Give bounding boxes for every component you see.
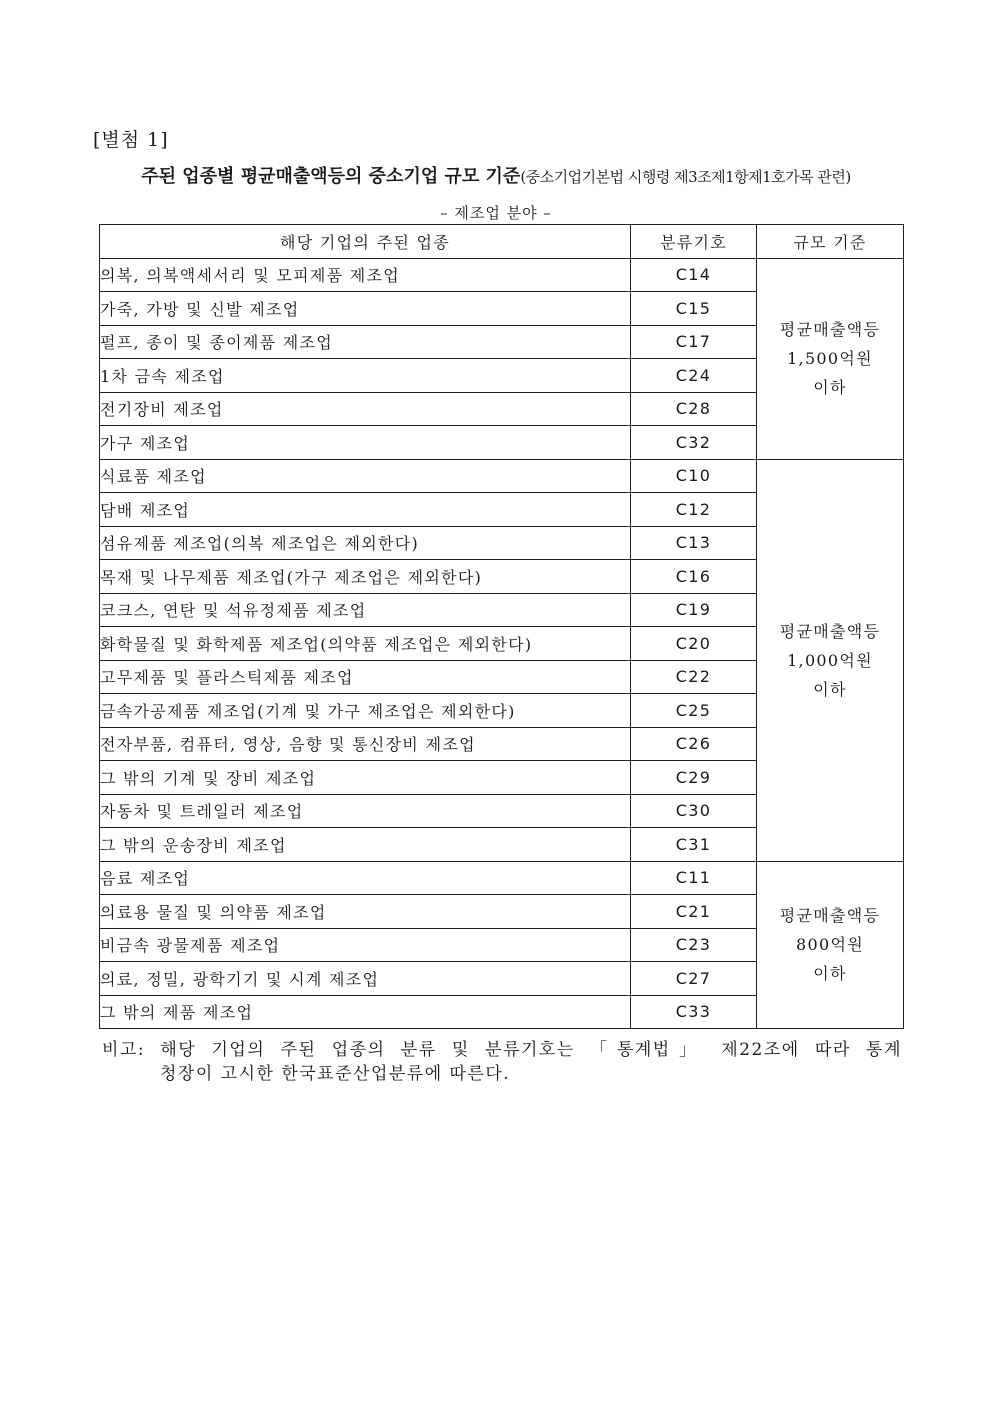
size-criterion-line: 이하 — [813, 378, 847, 397]
header-size: 규모 기준 — [757, 225, 904, 259]
classification-code-cell: C29 — [631, 761, 757, 795]
document-title — [0, 162, 992, 188]
industry-cell: 금속가공제품 제조업(기계 및 가구 제조업은 제외한다) — [100, 694, 631, 728]
classification-code-cell: C30 — [631, 794, 757, 828]
header-industry: 해당 기업의 주된 업종 — [100, 225, 631, 259]
classification-code-cell: C16 — [631, 560, 757, 594]
industry-cell: 고무제품 및 플라스틱제품 제조업 — [100, 660, 631, 694]
industry-cell: 비금속 광물제품 제조업 — [100, 928, 631, 962]
size-criterion-line: 1,000억원 — [787, 650, 873, 670]
classification-code-cell: C21 — [631, 895, 757, 929]
size-criterion-line: 평균매출액등 — [779, 621, 881, 641]
industry-cell: 전자부품, 컴퓨터, 영상, 음향 및 통신장비 제조업 — [100, 727, 631, 761]
classification-code-cell: C26 — [631, 727, 757, 761]
table-row — [100, 258, 904, 292]
industry-cell: 가구 제조업 — [100, 426, 631, 460]
size-criteria-table — [99, 224, 904, 1029]
classification-code-cell: C22 — [631, 660, 757, 694]
classification-code-cell: C32 — [631, 426, 757, 460]
industry-cell: 섬유제품 제조업(의복 제조업은 제외한다) — [100, 526, 631, 560]
size-criterion-cell — [757, 258, 904, 459]
size-criterion-line: 이하 — [813, 964, 847, 984]
table-row — [100, 459, 904, 493]
industry-cell: 의료용 물질 및 의약품 제조업 — [100, 895, 631, 929]
table-row — [100, 861, 904, 895]
classification-code-cell: C13 — [631, 526, 757, 560]
section-subtitle: – 제조업 분야 – — [440, 204, 552, 222]
industry-cell: 그 밖의 기계 및 장비 제조업 — [100, 761, 631, 795]
table-header-row — [100, 225, 904, 259]
industry-cell: 전기장비 제조업 — [100, 392, 631, 426]
industry-cell: 펄프, 종이 및 종이제품 제조업 — [100, 325, 631, 359]
title-legal-reference: (중소기업기본법 시행령 제3조제1항제1호가목 관련) — [520, 168, 851, 186]
classification-code-cell: C17 — [631, 325, 757, 359]
size-criterion-line: 이하 — [813, 679, 847, 699]
table-body — [100, 258, 904, 1029]
classification-code-cell: C24 — [631, 359, 757, 393]
classification-code-cell: C23 — [631, 928, 757, 962]
industry-cell: 화학물질 및 화학제품 제조업(의약품 제조업은 제외한다) — [100, 627, 631, 661]
industry-cell: 코크스, 연탄 및 석유정제품 제조업 — [100, 593, 631, 627]
title-main: 주된 업종별 평균매출액등의 중소기업 규모 기준 — [141, 166, 521, 187]
industry-cell: 의료, 정밀, 광학기기 및 시계 제조업 — [100, 962, 631, 996]
industry-cell: 그 밖의 운송장비 제조업 — [100, 828, 631, 862]
remarks-note — [102, 1038, 902, 1086]
classification-code-cell: C15 — [631, 292, 757, 326]
industry-cell: 그 밖의 제품 제조업 — [100, 995, 631, 1029]
industry-cell: 담배 제조업 — [100, 493, 631, 527]
classification-code-cell: C19 — [631, 593, 757, 627]
industry-cell: 의복, 의복액세서리 및 모피제품 제조업 — [100, 258, 631, 292]
note-line-2: 청장이 고시한 한국표준산업분류에 따른다. — [160, 1064, 511, 1084]
industry-cell: 목재 및 나무제품 제조업(가구 제조업은 제외한다) — [100, 560, 631, 594]
classification-code-cell: C20 — [631, 627, 757, 661]
header-code: 분류기호 — [631, 225, 757, 259]
classification-code-cell: C27 — [631, 962, 757, 996]
classification-code-cell: C14 — [631, 258, 757, 292]
industry-cell: 가죽, 가방 및 신발 제조업 — [100, 292, 631, 326]
classification-code-cell: C10 — [631, 459, 757, 493]
classification-code-cell: C25 — [631, 694, 757, 728]
classification-code-cell: C33 — [631, 995, 757, 1029]
size-criterion-line: 1,500억원 — [787, 349, 873, 368]
classification-code-cell: C28 — [631, 392, 757, 426]
classification-code-cell: C12 — [631, 493, 757, 527]
classification-code-cell: C31 — [631, 828, 757, 862]
industry-cell: 음료 제조업 — [100, 861, 631, 895]
industry-cell: 1차 금속 제조업 — [100, 359, 631, 393]
classification-code-cell: C11 — [631, 861, 757, 895]
industry-cell: 자동차 및 트레일러 제조업 — [100, 794, 631, 828]
industry-cell: 식료품 제조업 — [100, 459, 631, 493]
attachment-label: [별첨 1] — [93, 129, 169, 151]
size-criterion-line: 800억원 — [796, 935, 864, 955]
size-criterion-cell — [757, 861, 904, 1029]
size-criterion-line: 평균매출액등 — [779, 320, 881, 339]
size-criterion-cell — [757, 459, 904, 861]
size-criterion-line: 평균매출액등 — [779, 906, 881, 926]
note-line-1: 비고: 해당 기업의 주된 업종의 분류 및 분류기호는 「통계법」 제22조에 따라 통계 — [102, 1040, 902, 1060]
